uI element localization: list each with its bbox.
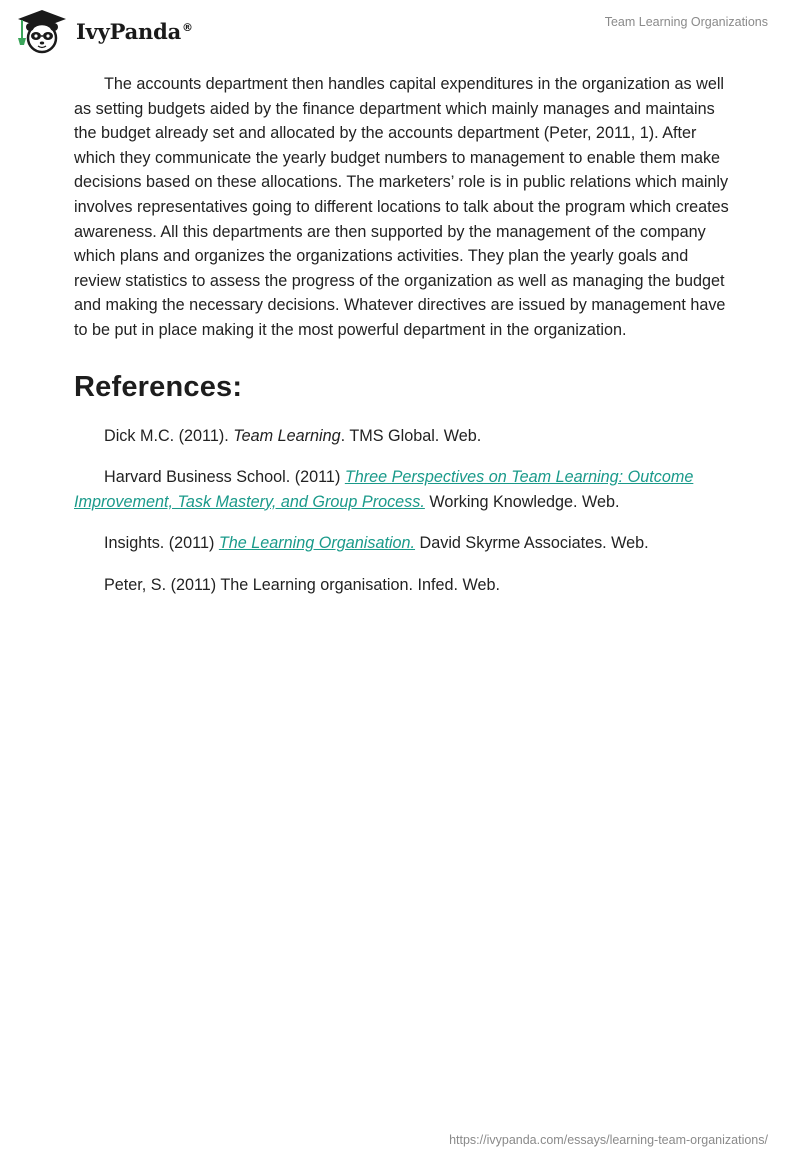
- document-body: [74, 72, 734, 615]
- ivypanda-logo[interactable]: [14, 8, 193, 54]
- page-header: [0, 0, 800, 60]
- reference-link-insights[interactable]: The Learning Organisation.: [218, 534, 416, 553]
- reference-title: Team Learning: [233, 426, 341, 445]
- reference-item: Insights. (2011) The Learning Organisation. David Skyrme Associates. Web.: [104, 534, 649, 553]
- logo-wordmark: IvyPanda®: [76, 18, 193, 44]
- body-paragraph: The accounts department then handles capital expenditures in the organization as well as setting budgets aided by the finance department which mainly manages and maintains the budget already set and allocated by the accounts department (Peter, 2011, 1). After which they communicate the yearly budget numbers to management to enable them make decisions based on these allocations. The marketers’ role is in public relations which mainly involves representatives going to different locations to talk about the program which creates awareness. All this departments are then supported by the management of the company which plans and organizes the organizations activities. They plan the yearly goals and review statistics to assess the progress of the organization as well as managing the budget and making the necessary decisions. Whatever directives are issued by management have to be put in place making it the most powerful department in the organization.: [74, 75, 729, 339]
- reference-link-harvard[interactable]: Three Perspectives on Team Learning: Outcome Improvement, Task Mastery, and Group Process.: [74, 468, 694, 511]
- footer-url[interactable]: https://ivypanda.com/essays/learning-team-organizations/: [449, 1133, 768, 1147]
- reference-item: Dick M.C. (2011). Team Learning. TMS Global. Web.: [104, 426, 482, 445]
- references-heading: References:: [74, 370, 243, 403]
- document-title: Team Learning Organizations: [604, 15, 768, 29]
- reference-item: Peter, S. (2011) The Learning organisation. Infed. Web.: [104, 575, 500, 594]
- panda-graduate-icon: [14, 8, 70, 54]
- reference-item: Harvard Business School. (2011) Three Perspectives on Team Learning: Outcome Improvement, Task Mastery, and Group Process. Working Knowledge. Web.: [74, 468, 694, 511]
